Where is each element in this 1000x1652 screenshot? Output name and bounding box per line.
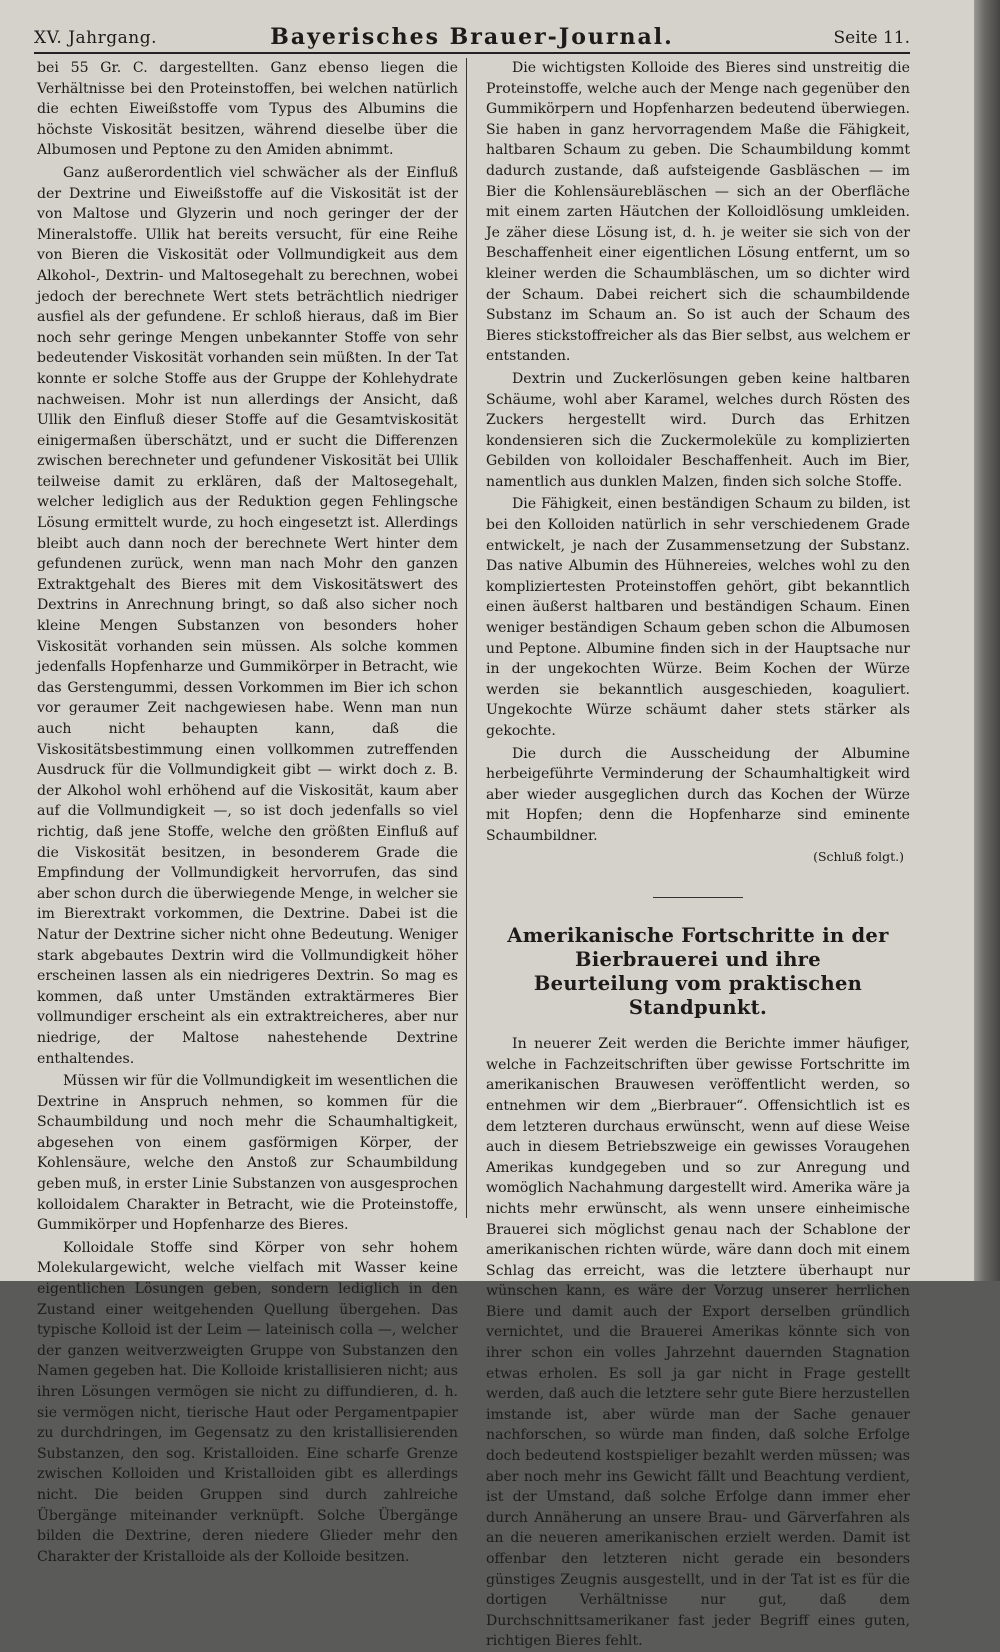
section-separator xyxy=(653,897,743,898)
left-column xyxy=(37,58,458,1567)
paragraph: Die durch die Ausscheidung der Albumine herbeigeführte Verminderung der Schaumhaltigkeit wird aber wieder ausgeglichen durch das Kochen der Würze mit Hopfen; denn die Hopfenharze sind eminente Schaumbildner. xyxy=(486,745,910,844)
paragraph: Kolloidale Stoffe sind Körper von sehr hohem Molekulargewicht, welche vielfach mit Wasser keine eigentlichen Lösungen geben, sondern lediglich in den Zustand einer weitgehenden Quellung übergehen. Das typische Kolloid ist der Leim — lateinisch colla —, welcher der ganzen weitverzweigten Gruppe von Substanzen den Namen gegeben hat. Die Kolloide kristallisieren nicht; aus ihren Lösungen vermögen sie nicht zu diffundieren, d. h. sie vermögen nicht, tierische Haut oder Pergamentpapier zu durchdringen, im Gegensatz zu den kristallisierenden Substanzen, den sog. Kristalloiden. Eine scharfe Grenze zwischen Kolloiden und Kristalloiden gibt es allerdings nicht. Die beiden Gruppen sind durch zahlreiche Übergänge miteinander verknüpft. Solche Übergänge bilden die Dextrine, deren niedere Glieder mehr den Charakter der Kristalloide als der Kolloide besitzen. xyxy=(37,1239,458,1565)
paragraph: bei 55 Gr. C. dargestellten. Ganz ebenso liegen die Verhältnisse bei den Proteinstoffen, bei welchen natürlich die echten Eiweißstoffe vom Typus des Albumins die höchste Viskosität besitzen, während dieselbe über die Albumosen und Peptone zu den Amiden abnimmt. xyxy=(37,60,458,159)
paragraph: In neuerer Zeit werden die Berichte immer häufiger, welche in Fachzeitschriften über gewisse Fortschritte im amerikanischen Brauwesen veröffentlicht werden, so entnehmen wir dem „Bierbrauer“. Offensichtlich ist es dem letzteren durchaus erwünscht, wenn auf diese Weise auch in diesem Betriebszweige ein gewisses Voraugehen Amerikas kundgegeben und so zur Anregung und womöglich Nachahmung dargestellt wird. Amerika wäre ja nichts mehr erwünscht, als wenn unsere einheimische Brauerei sich möglichst genau nach der Schablone der amerikanischen richten würde, wäre dann doch mit einem Schlag das erreicht, was die letztere überhaupt nur wünschen kann, es wäre der Vorzug unserer herrlichen Biere und damit auch der Export derselben gründlich vernichtet, und die Brauerei Amerikas könnte sich von ihrer schon ein volles Jahrzehnt dauernden Stagnation etwas erholen. Es soll ja gar nicht in Frage gestellt werden, daß auch die letztere sehr gute Biere herzustellen imstande ist, aber würde man der Sache genauer nachforschen, so würde man finden, daß solche Erfolge doch bedeutend kostspieliger bezahlt werden müssen; was aber noch mehr ins Gewicht fällt und Beachtung verdient, ist der Umstand, daß solche Erfolge dann immer eher durch Annäherung an unsere Brau- und Gärverfahren als an die neueren amerikanischen erzielt werden. Damit ist offenbar den letzteren nicht gerade ein besonders günstiges Zeugnis ausgestellt, und in der Tat ist es für die dortigen Verhältnisse nur gut, daß dem Durchschnittsamerikaner fast jeder Begriff eines guten, richtigen Bieres fehlt. xyxy=(486,1036,910,1650)
paragraph: Müssen wir für die Vollmundigkeit im wesentlichen die Dextrine in Anspruch nehmen, so kommen für die Schaumbildung und noch mehr die Schaumhaltigkeit, abgesehen von einem gasförmigen Körper, der Kohlensäure, welche den Anstoß zur Schaumbildung geben muß, in erster Linie Substanzen von ausgesprochen kolloidalem Charakter in Betracht, wie die Proteinstoffe, Gummikörper und Hopfenharze des Bieres. xyxy=(37,1073,458,1234)
volume-label: XV. Jahrgang. xyxy=(34,28,157,48)
header-rule xyxy=(34,52,910,54)
paragraph: Die Fähigkeit, einen beständigen Schaum zu bilden, ist bei den Kolloiden natürlich in sehr verschiedenem Grade entwickelt, je nach der Zusammensetzung der Substanz. Das native Albumin des Hühnereies, welches wohl zu den kompliziertesten Proteinstoffen gehört, gibt bekanntlich einen äußerst haltbaren und beständigen Schaum. Einen weniger beständigen Schaum geben schon die Albumosen und Peptone. Albumine finden sich in der Hauptsache nur in der ungekochten Würze. Beim Kochen der Würze werden sie bekanntlich ausgeschieden, koaguliert. Ungekochte Würze schäumt daher stets stärker als gekochte. xyxy=(486,496,910,739)
journal-title: Bayerisches Brauer-Journal. xyxy=(270,24,674,50)
right-column xyxy=(486,58,910,1652)
paragraph: Dextrin und Zuckerlösungen geben keine haltbaren Schäume, wohl aber Karamel, welches durch Rösten des Zuckers hergestellt wird. Durch das Erhitzen kondensieren sich die Zuckermoleküle zu komplizierten Gebilden von kolloidaler Beschaffenheit. Auch im Bier, namentlich aus dunklen Malzen, finden sich solche Stoffe. xyxy=(486,370,910,490)
article-title-line: Amerikanische Fortschritte in der Bierbrauerei und ihre xyxy=(507,924,889,972)
column-divider xyxy=(466,58,467,1218)
article-title-line: Beurteilung vom praktischen Standpunkt. xyxy=(533,972,863,1020)
book-binding-edge xyxy=(974,0,1000,1281)
continued-note: (Schluß folgt.) xyxy=(813,848,904,864)
paragraph: Ganz außerordentlich viel schwächer als der Einfluß der Dextrine und Eiweißstoffe auf die Viskosität ist der von Maltose und Glyzerin und noch geringer der der Mineralstoffe. Ullik hat bereits versucht, für eine Reihe von Bieren die Viskosität oder Vollmundigkeit aus dem Alkohol-, Dextrin- und Maltosegehalt zu berechnen, wobei jedoch der berechnete Wert stets beträchtlich niedriger ausfiel als der gefundene. Er schloß hieraus, daß im Bier noch sehr geringe Mengen unbekannter Stoffe von sehr bedeutender Viskosität vorhanden sein müßten. In der Tat konnte er solche Stoffe aus der Gruppe der Kohlehydrate nachweisen. Mohr ist nun allerdings der Ansicht, daß Ullik den Einfluß dieser Stoffe auf die Gesamtviskosität einigermaßen überschätzt, und er sucht die Differenzen zwischen berechneter und gefundener Viskosität bei Ullik teilweise damit zu erklären, daß der Maltosegehalt, welcher lediglich aus der Reduktion gegen Fehlingsche Lösung ermittelt wurde, zu hoch eingesetzt ist. Allerdings bleibt auch dann noch der berechnete Wert hinter dem gefundenen zurück, wenn man nach Mohr den ganzen Extraktgehalt des Bieres mit dem Viskositätswert des Dextrins in Anrechnung bringt, so daß also sicher noch kleine Mengen Substanzen von besonders hoher Viskosität vorhanden sein müssen. Als solche kommen jedenfalls Hopfenharze und Gummikörper in Betracht, wie das Gerstengummi, dessen Vorkommen im Bier ich schon vor geraumer Zeit nachgewiesen habe. Wenn man nun auch nicht behaupten kann, daß die Viskositätsbestimmung einen vollkommen zutreffenden Ausdruck für die Vollmundigkeit gibt — wirkt doch z. B. der Alkohol wohl erhöhend auf die Viskosität, kaum aber auf die Vollmundigkeit —, so ist doch jedenfalls so viel richtig, daß jene Stoffe, welche den größten Einfluß auf die Viskosität besitzen, in besonderem Grade die Empfindung der Vollmundigkeit hervorrufen, das sind aber schon durch die überwiegende Menge, in welcher sie im Bierextrakt vorkommen, die Dextrine. Dabei ist die Natur der Dextrine sicher nicht ohne Bedeutung. Weniger stark abgebautes Dextrin wird die Vollmundigkeit höher erscheinen lassen als ein niedrigeres Dextrin. So mag es kommen, daß unter Umständen extraktärmeres Bier vollmundiger erscheint als ein extraktreicheres, aber nur niedrige, der Maltose nahestehende Dextrine enthaltendes. xyxy=(37,164,458,1067)
page-header xyxy=(34,18,910,52)
article-title xyxy=(486,924,910,1020)
page-number: Seite 11. xyxy=(833,28,910,48)
paragraph: Die wichtigsten Kolloide des Bieres sind unstreitig die Proteinstoffe, welche auch der Menge nach gegenüber den Gummikörpern und Hopfenharzen bedeutend überwiegen. Sie haben in ganz hervorragendem Maße die Fähigkeit, haltbaren Schaum zu geben. Die Schaumbildung kommt dadurch zustande, daß aufsteigende Gasbläschen — im Bier die Kohlensäurebläschen — sich an der Oberfläche mit einem zarten Häutchen der Kolloidlösung umkleiden. Je zäher diese Lösung ist, d. h. je weiter sie sich von der Beschaffenheit einer eigentlichen Lösung entfernt, um so kleiner werden die Schaumbläschen, um so dichter wird der Schaum. Dabei reichert sich die schaumbildende Substanz im Schaum an. So ist auch der Schaum des Bieres stickstoffreicher als das Bier selbst, aus welchem er entstanden. xyxy=(486,60,910,365)
